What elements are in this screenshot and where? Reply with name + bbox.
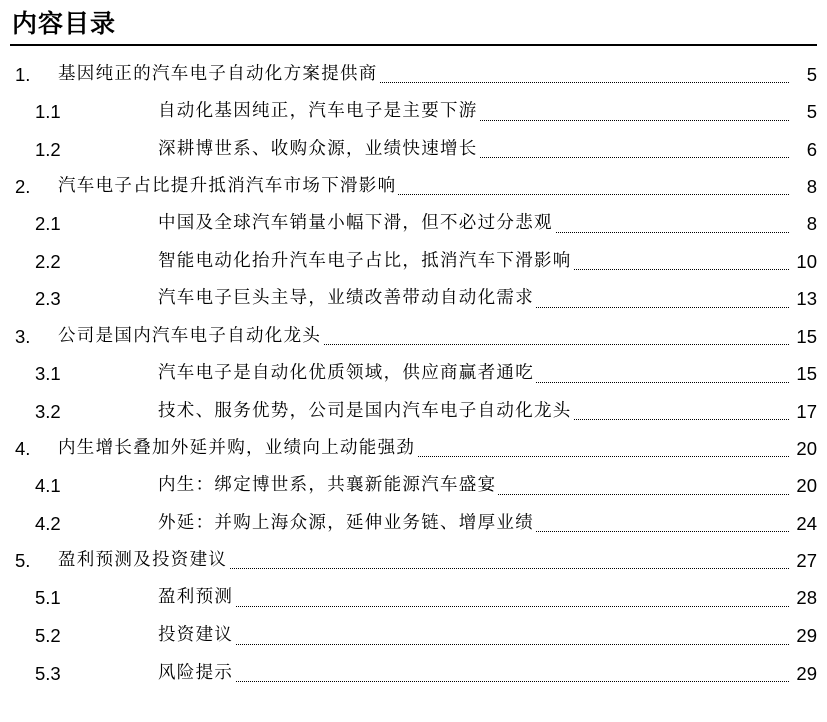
toc-section-entry[interactable] bbox=[0, 542, 827, 579]
toc-entry-number: 3. bbox=[15, 325, 31, 347]
toc-entry-number: 4. bbox=[15, 438, 31, 460]
toc-section-entry[interactable] bbox=[0, 318, 827, 355]
toc-subsection-entry[interactable] bbox=[0, 280, 827, 318]
toc-subsection-entry[interactable] bbox=[0, 243, 827, 281]
toc-subsection-entry[interactable] bbox=[0, 93, 827, 131]
toc-entry-title: 外延：并购上海众源，延伸业务链、增厚业绩 bbox=[158, 505, 536, 543]
toc-subsection-entry[interactable] bbox=[0, 579, 827, 617]
toc-entry-number: 2.3 bbox=[35, 288, 61, 310]
toc-page-number: 20 bbox=[794, 467, 817, 505]
toc-subsection-entry[interactable] bbox=[0, 617, 827, 655]
toc-subsection-entry[interactable] bbox=[0, 655, 827, 693]
toc-entry-number: 4.2 bbox=[35, 512, 61, 534]
toc-page-number: 15 bbox=[794, 318, 817, 355]
toc-entry-title: 盈利预测 bbox=[158, 579, 235, 617]
toc-title: 内容目录 bbox=[12, 9, 117, 38]
toc-entry-title: 智能电动化抬升汽车电子占比，抵消汽车下滑影响 bbox=[158, 243, 574, 281]
toc-entry-title: 自动化基因纯正，汽车电子是主要下游 bbox=[158, 93, 480, 131]
toc-entry-title: 内生：绑定博世系，共襄新能源汽车盛宴 bbox=[158, 467, 498, 505]
toc-section-entry[interactable] bbox=[0, 430, 827, 467]
toc-entry-title: 基因纯正的汽车电子自动化方案提供商 bbox=[58, 56, 380, 93]
toc-page-number: 29 bbox=[794, 655, 817, 693]
toc-entry-number: 1.2 bbox=[35, 138, 61, 160]
toc-entry-title: 汽车电子是自动化优质领域，供应商赢者通吃 bbox=[158, 355, 536, 393]
toc-dot-leader bbox=[170, 606, 789, 607]
toc-entry-number: 1.1 bbox=[35, 101, 61, 122]
toc-entry-number: 2.2 bbox=[35, 250, 61, 272]
toc-section-entry[interactable] bbox=[0, 56, 827, 93]
toc-page-number: 17 bbox=[794, 393, 817, 431]
toc-page-number: 29 bbox=[794, 617, 817, 655]
toc-entry-title: 内生增长叠加外延并购，业绩向上动能强劲 bbox=[58, 430, 417, 467]
toc-entry-title: 汽车电子巨头主导，业绩改善带动自动化需求 bbox=[158, 280, 536, 318]
toc-entry-title: 技术、服务优势，公司是国内汽车电子自动化龙头 bbox=[158, 393, 574, 431]
toc-page-number: 5 bbox=[805, 93, 817, 131]
toc-entry-title: 风险提示 bbox=[158, 655, 235, 693]
toc-entry-number: 5. bbox=[15, 550, 31, 572]
toc-subsection-entry[interactable] bbox=[0, 205, 827, 243]
toc-dot-leader bbox=[170, 644, 789, 645]
table-of-contents bbox=[0, 56, 827, 692]
toc-section-entry[interactable] bbox=[0, 168, 827, 205]
toc-page-number: 28 bbox=[794, 579, 817, 617]
toc-entry-title: 汽车电子占比提升抵消汽车市场下滑影响 bbox=[58, 168, 398, 205]
toc-entry-number: 4.1 bbox=[35, 475, 61, 497]
toc-page-number: 24 bbox=[794, 505, 817, 543]
toc-entry-title: 深耕博世系、收购众源，业绩快速增长 bbox=[158, 131, 480, 169]
title-divider bbox=[10, 44, 817, 46]
toc-entry-number: 1. bbox=[15, 64, 31, 85]
toc-entry-number: 3.2 bbox=[35, 400, 61, 422]
toc-dot-leader bbox=[170, 681, 789, 682]
toc-page-number: 20 bbox=[794, 430, 817, 467]
toc-entry-title: 盈利预测及投资建议 bbox=[58, 542, 229, 579]
toc-page-number: 13 bbox=[794, 280, 817, 318]
toc-entry-number: 2. bbox=[15, 176, 31, 198]
toc-entry-number: 5.1 bbox=[35, 587, 61, 609]
toc-page-number: 8 bbox=[805, 168, 817, 205]
toc-subsection-entry[interactable] bbox=[0, 505, 827, 543]
toc-page-number: 8 bbox=[805, 205, 817, 243]
toc-entry-title: 中国及全球汽车销量小幅下滑，但不必过分悲观 bbox=[158, 205, 555, 243]
toc-entry-number: 2.1 bbox=[35, 213, 61, 235]
toc-page-number: 27 bbox=[794, 542, 817, 579]
toc-page-number: 10 bbox=[794, 243, 817, 281]
toc-entry-title: 投资建议 bbox=[158, 617, 235, 655]
toc-entry-number: 3.1 bbox=[35, 362, 61, 384]
toc-subsection-entry[interactable] bbox=[0, 467, 827, 505]
toc-entry-number: 5.3 bbox=[35, 662, 61, 684]
toc-entry-title: 公司是国内汽车电子自动化龙头 bbox=[58, 318, 323, 355]
toc-page-number: 15 bbox=[794, 355, 817, 393]
toc-entry-number: 5.2 bbox=[35, 624, 61, 646]
toc-subsection-entry[interactable] bbox=[0, 131, 827, 169]
toc-subsection-entry[interactable] bbox=[0, 355, 827, 393]
toc-page-number: 5 bbox=[805, 56, 817, 93]
toc-page-number: 6 bbox=[805, 131, 817, 169]
toc-subsection-entry[interactable] bbox=[0, 393, 827, 431]
